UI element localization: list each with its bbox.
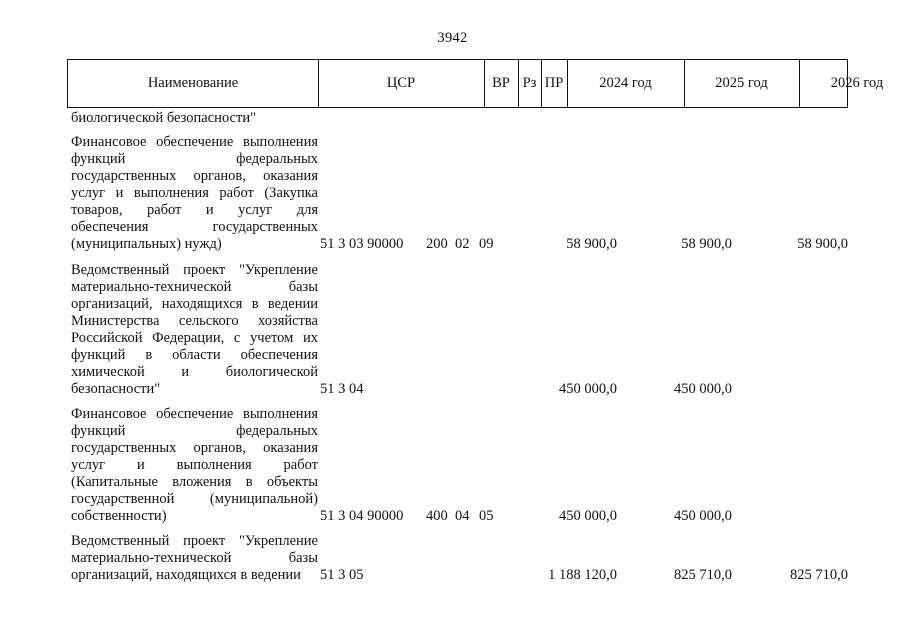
row-2024: 450 000,0 bbox=[559, 508, 617, 524]
row-rz: 04 bbox=[455, 508, 470, 524]
header-csr: ЦСР bbox=[386, 75, 416, 91]
header-2024: 2024 год bbox=[599, 75, 652, 91]
header-vr: ВР bbox=[492, 75, 510, 91]
row-2025: 825 710,0 bbox=[674, 567, 732, 583]
row-2024: 58 900,0 bbox=[566, 236, 617, 252]
row-name-line: Ведомственный проект "Укрепление bbox=[71, 533, 318, 549]
row-name-line: функций федеральных bbox=[71, 151, 318, 167]
header-2025: 2025 год bbox=[715, 75, 768, 91]
header-2026: 2026 год bbox=[830, 75, 884, 91]
row-csr: 51 3 05 bbox=[320, 567, 364, 583]
row-name-line: государственной (муниципальной) bbox=[71, 491, 318, 507]
table-row bbox=[71, 406, 318, 525]
row-name-line: функций федеральных bbox=[71, 423, 318, 439]
table-row bbox=[71, 533, 318, 584]
row-name-line: организаций, находящихся в ведении bbox=[71, 296, 318, 312]
row-2025: 58 900,0 bbox=[681, 236, 732, 252]
row-name-line: Финансовое обеспечение выполнения bbox=[71, 134, 318, 150]
row-vr: 400 bbox=[426, 508, 448, 524]
row-2024: 1 188 120,0 bbox=[548, 567, 617, 583]
row-csr: 51 3 04 bbox=[320, 381, 364, 397]
row-name-line: товаров, работ и услуг для bbox=[71, 202, 318, 218]
row-2025: 450 000,0 bbox=[674, 508, 732, 524]
row-name-line: Финансовое обеспечение выполнения bbox=[71, 406, 318, 422]
row-2026: 58 900,0 bbox=[797, 236, 848, 252]
table-row bbox=[71, 110, 318, 127]
header-name: Наименование bbox=[147, 75, 239, 91]
row-csr: 51 3 04 90000 bbox=[320, 508, 404, 524]
row-name-line: (муниципальных) нужд) bbox=[71, 236, 222, 252]
header-pr: ПР bbox=[544, 75, 564, 91]
row-2026: 825 710,0 bbox=[790, 567, 848, 583]
row-name-line: собственности) bbox=[71, 508, 167, 524]
row-name-line: Российской Федерации, с учетом их bbox=[71, 330, 318, 346]
table-row bbox=[71, 134, 318, 253]
row-name-line: Ведомственный проект "Укрепление bbox=[71, 262, 318, 278]
row-2025: 450 000,0 bbox=[674, 381, 732, 397]
row-name-line: государственных органов, оказания bbox=[71, 440, 318, 456]
row-csr: 51 3 03 90000 bbox=[320, 236, 404, 252]
row-name-line: обеспечения государственных bbox=[71, 219, 318, 235]
table-row bbox=[71, 262, 318, 398]
row-name-line: услуг и выполнения работ bbox=[71, 457, 318, 473]
row-name-line: материально-технической базы bbox=[71, 279, 318, 295]
header-rz: Рз bbox=[522, 75, 537, 91]
row-name-line: безопасности" bbox=[71, 381, 161, 397]
row-pr: 09 bbox=[479, 236, 494, 252]
row-name-line: Министерства сельского хозяйства bbox=[71, 313, 318, 329]
table-header bbox=[67, 59, 884, 108]
row-name-line: химической и биологической bbox=[71, 364, 318, 380]
row-name-line: (Капитальные вложения в объекты bbox=[71, 474, 318, 490]
row-name-line: услуг и выполнения работ (Закупка bbox=[71, 185, 318, 201]
row-name-line: государственных органов, оказания bbox=[71, 168, 318, 184]
row-name-line: организаций, находящихся в ведении bbox=[71, 567, 301, 583]
row-2024: 450 000,0 bbox=[559, 381, 617, 397]
row-name-line: материально-технической базы bbox=[71, 550, 318, 566]
row-vr: 200 bbox=[426, 236, 448, 252]
row-rz: 02 bbox=[455, 236, 470, 252]
page-number: 3942 bbox=[437, 30, 468, 46]
row-name-line: биологической безопасности" bbox=[71, 110, 257, 126]
row-pr: 05 bbox=[479, 508, 494, 524]
row-name-line: функций в области обеспечения bbox=[71, 347, 318, 363]
